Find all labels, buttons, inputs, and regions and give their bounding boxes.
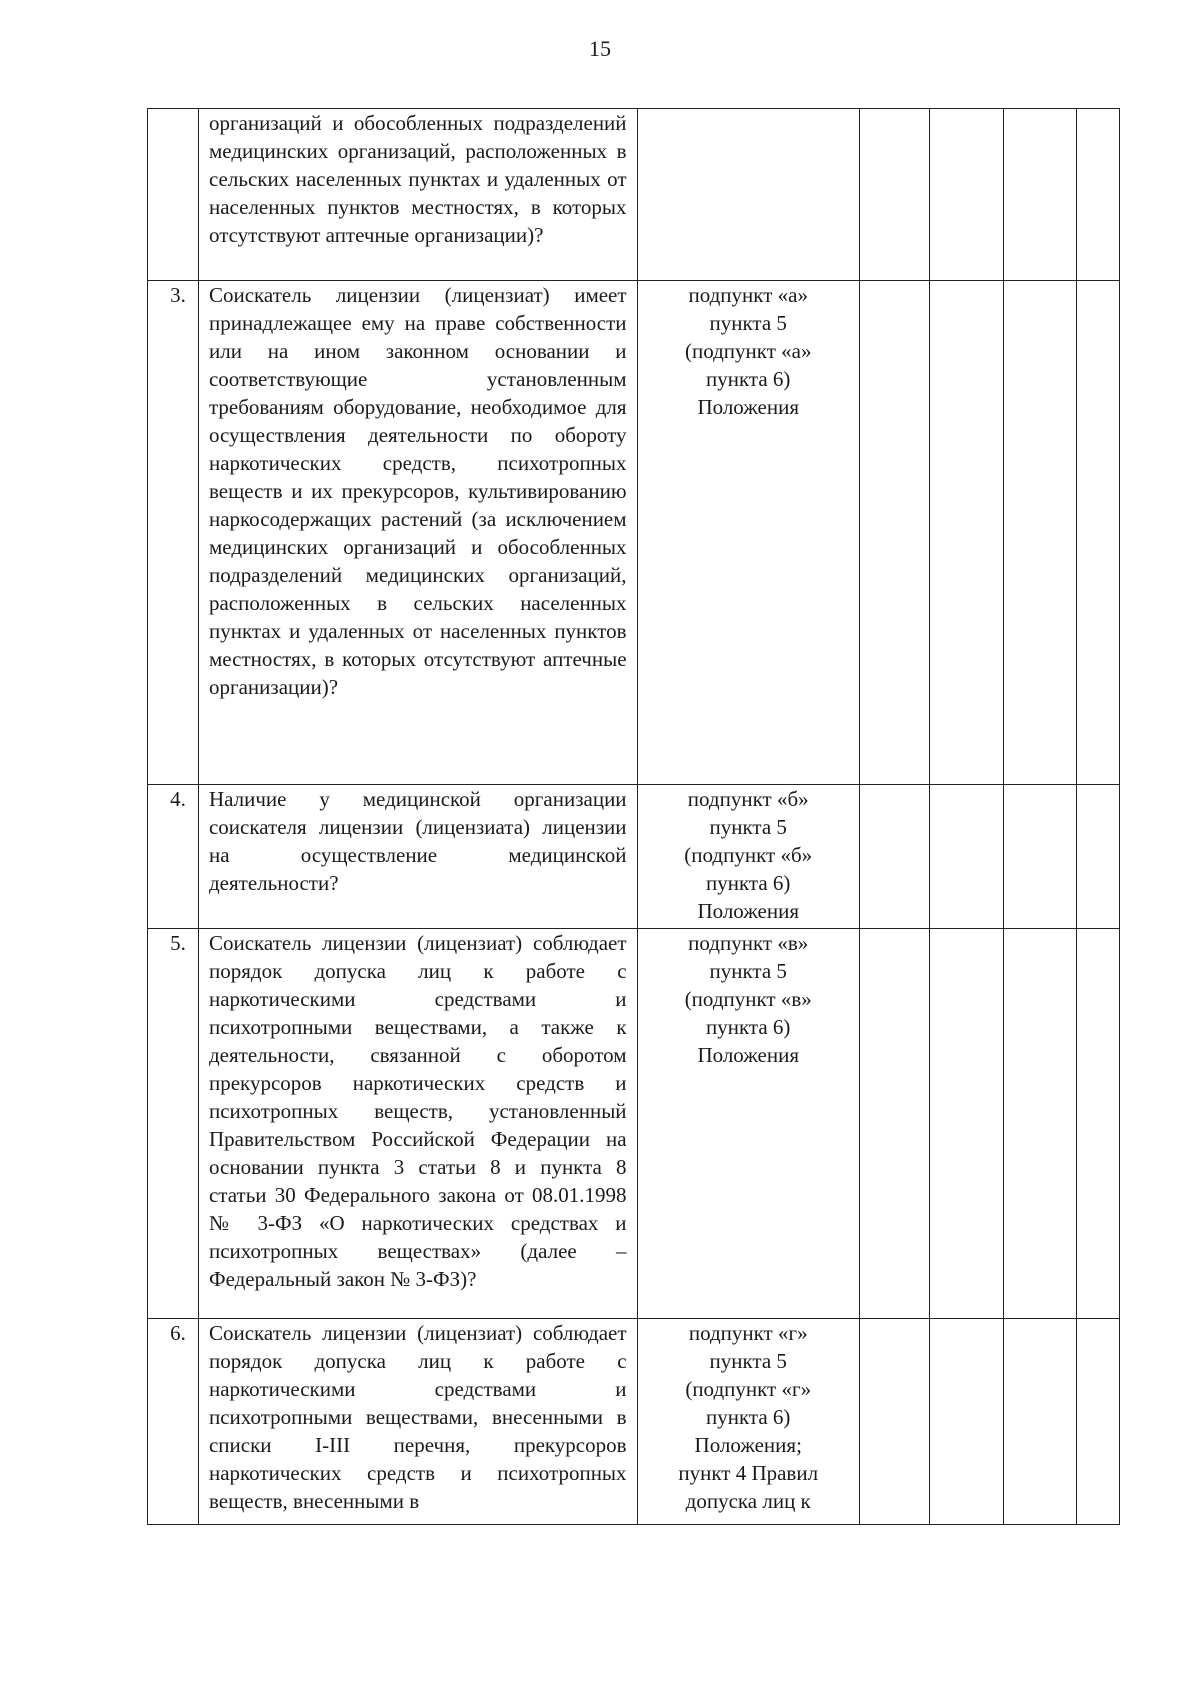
row-number-cell: 4. — [148, 785, 199, 929]
empty-cell — [1077, 929, 1120, 1319]
page-number: 15 — [589, 36, 611, 61]
question-cell: Соискатель лицензии (лицензиат) соблюдает порядок допуска лиц к работе с наркотическими средствами и психотропными веществами, внесенными в списки I-III перечня, прекурсоров наркотических средств и психотропных веществ, внесенными в — [198, 1319, 637, 1525]
row-number-cell — [148, 109, 199, 281]
empty-cell — [930, 929, 1003, 1319]
reference-cell — [637, 109, 859, 281]
empty-cell — [859, 929, 929, 1319]
empty-cell — [1077, 281, 1120, 785]
table-row — [148, 785, 1120, 929]
empty-cell — [859, 785, 929, 929]
reference-cell: подпункт «г» пункта 5 (подпункт «г» пункта 6) Положения; пункт 4 Правил допуска лиц к — [637, 1319, 859, 1525]
question-cell: организаций и обособленных подразделений медицинских организаций, расположенных в сельских населенных пунктах и удаленных от населенных пунктов местностях, в которых отсутствуют аптечные организации)? — [198, 109, 637, 281]
table-row — [148, 109, 1120, 281]
empty-cell — [930, 1319, 1003, 1525]
empty-cell — [1003, 281, 1076, 785]
question-cell: Соискатель лицензии (лицензиат) имеет принадлежащее ему на праве собственности или на ином законном основании и соответствующие установленным требованиям оборудование, необходимое для осуществления деятельности по обороту наркотических средств, психотропных веществ и их прекурсоров, культивированию наркосодержащих растений (за исключением медицинских организаций и обособленных подразделений медицинских организаций, расположенных в сельских населенных пунктах и удаленных от населенных пунктов местностях, в которых отсутствуют аптечные организации)? — [198, 281, 637, 785]
empty-cell — [1003, 785, 1076, 929]
table-row — [148, 281, 1120, 785]
table-row — [148, 929, 1120, 1319]
empty-cell — [930, 109, 1003, 281]
empty-cell — [1003, 929, 1076, 1319]
reference-cell: подпункт «а» пункта 5 (подпункт «а» пункта 6) Положения — [637, 281, 859, 785]
empty-cell — [859, 281, 929, 785]
empty-cell — [1003, 109, 1076, 281]
table-row — [148, 1319, 1120, 1525]
question-cell: Соискатель лицензии (лицензиат) соблюдает порядок допуска лиц к работе с наркотическими средствами и психотропными веществами, а также к деятельности, связанной с оборотом прекурсоров наркотических средств и психотропных веществ, установленный Правительством Российской Федерации на основании пункта 3 статьи 8 и пункта 8 статьи 30 Федерального закона от 08.01.1998 № 3-ФЗ «О наркотических средствах и психотропных веществах» (далее – Федеральный закон № 3-ФЗ)? — [198, 929, 637, 1319]
row-number-cell: 5. — [148, 929, 199, 1319]
empty-cell — [859, 109, 929, 281]
row-number-cell: 3. — [148, 281, 199, 785]
checklist-table — [147, 108, 1120, 1525]
reference-cell: подпункт «б» пункта 5 (подпункт «б» пункта 6) Положения — [637, 785, 859, 929]
empty-cell — [1077, 785, 1120, 929]
row-number-cell: 6. — [148, 1319, 199, 1525]
empty-cell — [1077, 109, 1120, 281]
empty-cell — [1003, 1319, 1076, 1525]
reference-cell: подпункт «в» пункта 5 (подпункт «в» пункта 6) Положения — [637, 929, 859, 1319]
empty-cell — [930, 281, 1003, 785]
empty-cell — [859, 1319, 929, 1525]
question-cell: Наличие у медицинской организации соискателя лицензии (лицензиата) лицензии на осуществление медицинской деятельности? — [198, 785, 637, 929]
empty-cell — [930, 785, 1003, 929]
empty-cell — [1077, 1319, 1120, 1525]
